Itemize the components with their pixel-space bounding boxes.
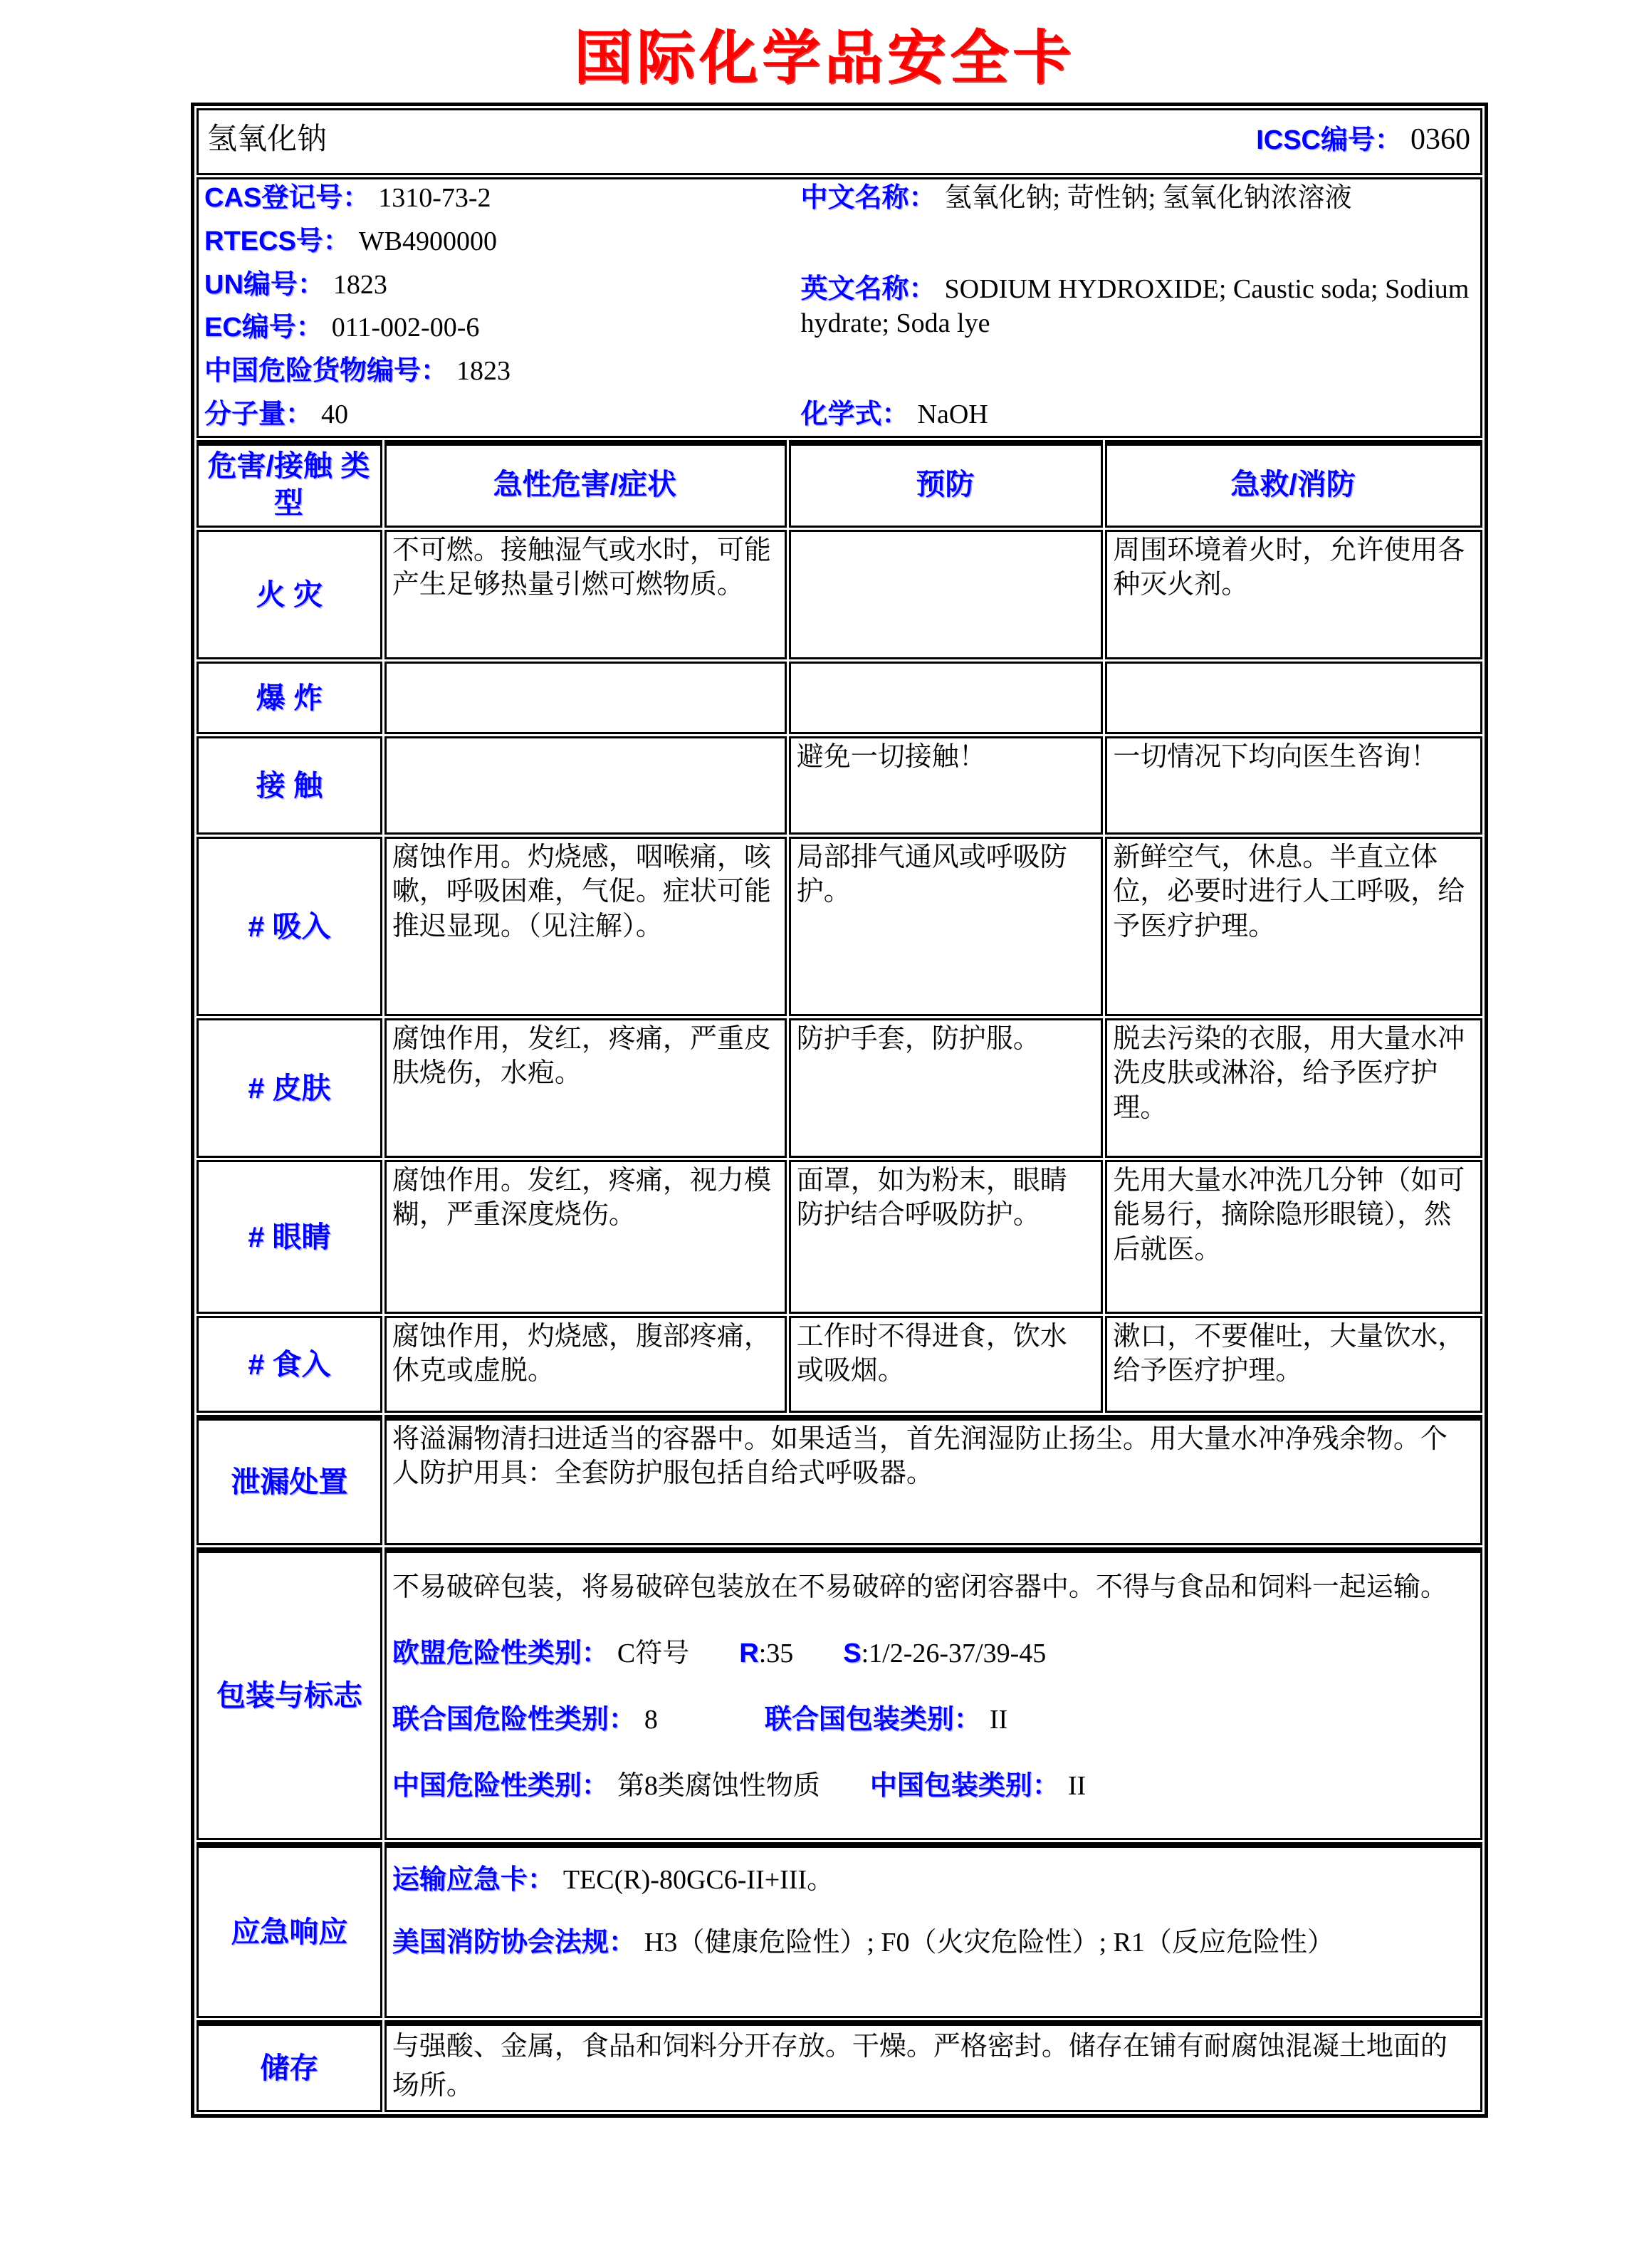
ingestion-prevention: 工作时不得进食，饮水或吸烟。 [789, 1316, 1103, 1413]
ec-number-line: EC编号： 011-002-00-6 [204, 313, 480, 343]
inhalation-first-aid: 新鲜空气，休息。半直立体位，必要时进行人工呼吸，给予医疗护理。 [1105, 837, 1482, 1016]
eyes-first-aid: 先用大量水冲洗几分钟（如可能易行，摘除隐形眼镜），然后就医。 [1105, 1160, 1482, 1314]
fire-first-aid: 周围环境着火时，允许使用各种灭火剂。 [1105, 530, 1482, 659]
eyes-label: # 眼睛 [197, 1160, 382, 1314]
contact-prevention: 避免一切接触！ [789, 736, 1103, 835]
storage-text: 与强酸、金属，食品和饲料分开存放。干燥。严格密封。储存在铺有耐腐蚀混凝土地面的场所。 [384, 2020, 1482, 2112]
header-hazard-type: 危害/接触 类型 [197, 440, 382, 528]
nfpa-line: 美国消防协会法规： H3（健康危险性）; F0（火灾危险性）; R1（反应危险性） [392, 1927, 1334, 1958]
explosion-row [197, 662, 1482, 734]
header-first-aid: 急救/消防 [1105, 440, 1482, 528]
contact-first-aid: 一切情况下均向医生咨询！ [1105, 736, 1482, 835]
skin-first-aid: 脱去污染的衣服，用大量水冲洗皮肤或淋浴，给予医疗护理。 [1105, 1018, 1482, 1158]
header-symptoms: 急性危害/症状 [384, 440, 787, 528]
explosion-first-aid [1105, 662, 1482, 734]
english-name-line: 英文名称： SODIUM HYDROXIDE; Caustic soda; Sodium hydrate; Soda lye [800, 273, 1470, 338]
storage-row [197, 2020, 1482, 2112]
skin-label: # 皮肤 [197, 1018, 382, 1158]
spill-row [197, 1415, 1482, 1545]
spill-label: 泄漏处置 [197, 1415, 382, 1545]
explosion-prevention [789, 662, 1103, 734]
icsc-label: ICSC编号： [1256, 125, 1402, 156]
safety-card-table [191, 103, 1488, 2118]
hazard-header-row [197, 440, 1482, 528]
name-list [801, 181, 1473, 432]
molecular-weight-line: 分子量： 40 [204, 399, 349, 429]
cn-classification-line: 中国危险性类别： 第8类腐蚀性物质 中国包装类别： II [392, 1771, 1087, 1802]
icsc-number: 0360 [1410, 123, 1470, 157]
page-title: 国际化学品安全卡 [573, 24, 1075, 92]
contact-symptoms [384, 736, 787, 835]
icsc-number-group [1256, 121, 1470, 159]
cas-number-line: CAS登记号： 1310-73-2 [204, 183, 491, 213]
contact-row [197, 736, 1482, 835]
inhalation-row [197, 837, 1482, 1016]
fire-label: 火 灾 [197, 530, 382, 659]
skin-row [197, 1018, 1482, 1158]
emergency-label: 应急响应 [197, 1842, 382, 2018]
spill-text: 将溢漏物清扫进适当的容器中。如果适当，首先润湿防止扬尘。用大量水冲净残余物。个人防护用具：全套防护服包括自给式呼吸器。 [384, 1415, 1482, 1545]
contact-label: 接 触 [197, 736, 382, 835]
eyes-prevention: 面罩，如为粉末，眼睛防护结合呼吸防护。 [789, 1160, 1103, 1314]
un-classification-line: 联合国危险性类别： 8 联合国包装类别： II [392, 1705, 1008, 1735]
eu-classification-line: 欧盟危险性类别： C符号 R:35 S:1/2-26-37/39-45 [392, 1639, 1047, 1669]
storage-label: 储存 [197, 2020, 382, 2112]
fire-row [197, 530, 1482, 659]
fire-symptoms: 不可燃。接触湿气或水时，可能产生足够热量引燃可燃物质。 [384, 530, 787, 659]
info-row [197, 177, 1482, 438]
ingestion-row [197, 1316, 1482, 1413]
chemical-formula-line: 化学式： NaOH [800, 399, 988, 429]
chinese-name-line: 中文名称： 氢氧化钠; 苛性钠; 氢氧化钠浓溶液 [800, 183, 1352, 213]
identifier-list [204, 181, 801, 432]
substance-name: 氢氧化钠 [207, 123, 328, 157]
emergency-row [197, 1842, 1482, 2018]
fire-prevention [789, 530, 1103, 659]
un-number-line: UN编号： 1823 [204, 269, 387, 300]
eyes-symptoms: 腐蚀作用。发红，疼痛，视力模糊，严重深度烧伤。 [384, 1160, 787, 1314]
skin-prevention: 防护手套，防护服。 [789, 1018, 1103, 1158]
tec-line: 运输应急卡： TEC(R)-80GC6-II+III。 [392, 1865, 834, 1896]
inhalation-symptoms: 腐蚀作用。灼烧感，咽喉痛，咳嗽，呼吸困难，气促。症状可能推迟显现。（见注解）。 [384, 837, 787, 1016]
rtecs-number-line: RTECS号： WB4900000 [204, 226, 498, 256]
skin-symptoms: 腐蚀作用，发红，疼痛，严重皮肤烧伤，水疱。 [384, 1018, 787, 1158]
ingestion-first-aid: 漱口，不要催吐，大量饮水，给予医疗护理。 [1105, 1316, 1482, 1413]
explosion-label: 爆 炸 [197, 662, 382, 734]
ingestion-label: # 食入 [197, 1316, 382, 1413]
explosion-symptoms [384, 662, 787, 734]
eyes-row [197, 1160, 1482, 1314]
inhalation-label: # 吸入 [197, 837, 382, 1016]
inhalation-prevention: 局部排气通风或呼吸防护。 [789, 837, 1103, 1016]
packaging-label: 包装与标志 [197, 1547, 382, 1840]
name-row [197, 108, 1482, 175]
header-prevention: 预防 [789, 440, 1103, 528]
ingestion-symptoms: 腐蚀作用，灼烧感，腹部疼痛，休克或虚脱。 [384, 1316, 787, 1413]
china-dg-number-line: 中国危险货物编号： 1823 [204, 356, 511, 386]
packaging-intro: 不易破碎包装，将易破碎包装放在不易破碎的密闭容器中。不得与食品和饲料一起运输。 [392, 1572, 1448, 1603]
packaging-row [197, 1547, 1482, 1840]
